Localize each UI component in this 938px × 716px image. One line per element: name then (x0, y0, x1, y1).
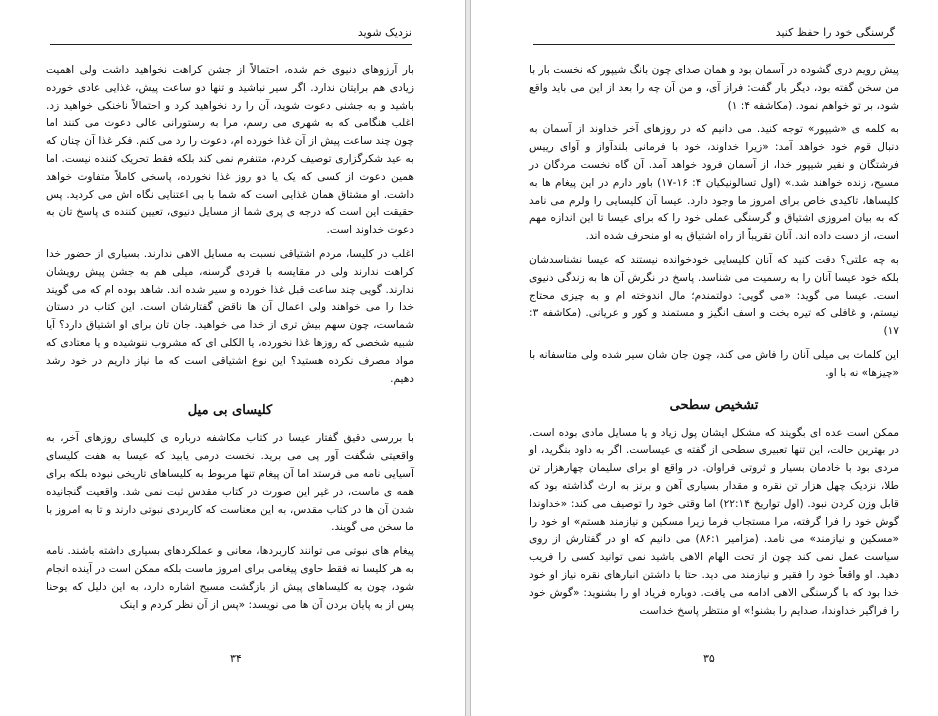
section-heading: کلیسای بی میل (187, 403, 273, 419)
page-body (46, 62, 414, 620)
running-header: گرسنگی خود را حفظ کنید (533, 24, 895, 45)
paragraph: این کلمات بی میلی آنان را فاش می کند، چون جان شان سیر شده ولی متاسفانه با «چیزها» نه با او. (529, 348, 899, 379)
page-number: ۳۵ (703, 652, 715, 665)
paragraph: به کلمه ی «شیپور» توجه کنید. می دانیم که در روزهای آخر خداوند از آسمان به دنبال قوم خود خواهد آمد: «زیرا خداوند، خود با فرمانی بلندآواز و آوای رییس فرشتگان و نفیر شیپور خدا، از آسمان فرود خواهد آمد. آن گاه نخست مردگان در مسیح، زنده خواهند شد.» (اول تسالونیکیان ۴: ۱۶-۱۷) باور دارم در این پیغام ها به کلیساها، تاکیدی خاص برای امروز ما وجود دارد. عیسا آن کلیسایی را ولرم می نامد که به بیان امروزی اشتیاق و گرسنگی عملی خود را که برای عیسا تا این اندازه مهم است، از دست داده اند. آنان تقریباً از راه اشتیاق به او منحرف شده اند. (529, 123, 899, 243)
page-body (529, 62, 899, 626)
left-page (0, 0, 466, 716)
section-heading: تشخیص سطحی (669, 397, 759, 413)
paragraph: پیغام های نبوتی می توانند کاربردها، معانی و عملکردهای بسیاری داشته باشند. نامه به هر کلیسا نه فقط حاوی پیغامی برای امروز ماست بلکه ممکن است در آینده انجام شود، چون به کلیساهای پیش از بازگشت مسیح اشاره دارد، به این دلیل که یوحنا پس از به پایان بردن آن ها می نویسد: «پس از آن نظر کردم و اینک (46, 545, 414, 611)
paragraph: به چه علتی؟ دقت کنید که آنان کلیسایی خودخوانده نیستند که عیسا نشناسدشان بلکه خود عیسا آنان را به رسمیت می شناسد. پاسخ در نگرش آن ها به زندگی دنیوی است. عیسا می گوید: «می گویی: دولتمندم؛ مال اندوخته ام و به چیزی محتاج نیستم، و غافلی که تیره بخت و اسف انگیز و مستمند و کور و عریانی. (مکاشفه ۳: ۱۷) (529, 253, 899, 338)
paragraph: ممکن است عده ای بگویند که مشکل ایشان پول زیاد و یا مسایل مادی بوده است. در بهترین حالت، این تنها تعبیری سطحی از گفته ی عیساست. اگر به داود بنگرید، او مردی بود با خادمان بسیار و ثروتی فراوان. در واقع او برای سلیمان چهارهزار تن طلا، نزدیک چهل هزار تن نقره و مقدار بسیاری آهن و برنز به ارث گذاشته بود که قابل وزن کردن نبود. (اول تواریخ ۲۲:۱۴) اما وقتی خود را توصیف می کند: «خداوندا گوش خود را فرا گرفته، مرا مستجاب فرما زیرا مسکین و نیازمند هستم» او خود را «مسکین و نیازمند» می نامد. (مزامیر ۸۶:۱) می دانیم که او در گفتارش از روی سیاست عمل نمی کند چون از تحت الهام الاهی باشید نمی توانید کسی را فریب دهید. او واقعاً خود را فقیر و نیازمند می دید. حتا با داشتن انبارهای نقره نیاز او خود خدا بود که با گرسنگی الاهی ادامه می یافت. دوباره فریاد او را بشنوید: «گوش خود را فراگیر خداوندا، صدایم را بشنو!» او منتظر پاسخ خداست (529, 426, 899, 617)
paragraph: اغلب در کلیسا، مردم اشتیاقی نسبت به مسایل الاهی ندارند. بسیاری از حضور خدا کراهت ندارند ولی در مقایسه با فردی گرسنه، میلی هم به جشن پیش رویشان ندارند. گویی چند ساعت قبل غذا خورده و سیر شده اند. شاهد بوده ام که می گویند خدا را می خواهند ولی اعمال آن ها ناقض گفتارشان است. این کتاب در دستان شماست، چون سهم بیش تری از خدا می خواهید. جان تان برای او اشتیاق دارد؟ آیا شبیه شخصی که روزها غذا نخورده، یا الکلی ای که مشروب ننوشیده و یا معتادی که مواد مصرف نکرده هستید؟ این نوع اشتیاقی است که ما نیاز داریم در خود رشد دهیم. (46, 247, 414, 385)
paragraph: بار آرزوهای دنیوی خم شده، احتمالاً از جشن کراهت نخواهید داشت ولی اهمیت زیادی هم برایتان ندارد. اگر سیر نباشید و تنها دو ساعت پیش، غذایی عادی خورده باشید و به جشنی دعوت شوید، آن را رد نخواهید کرد و احتمالاً ناخنکی خواهید زد. اغلب هنگامی که به شهری می رسم، مرا به رستورانی عالی دعوت می کنند اما چون چند ساعت پیش از آن غذا خورده ام، دعوت را رد می کنم. فکر غذا آن چنان که به عید شکرگزاری توصیف کردم، متنفرم نمی کند بلکه فقط تحریک کننده نیست. اما همین دعوت از کسی که یک یا دو روز غذا نخورده، پاسخی کاملاً متفاوت خواهد داشت. او مشتاق همان غذایی است که شما با بی اعتنایی نگاه اش می کردید. پس حقیقت این است که درجه ی پری شما از مسایل دنیوی، تعیین کننده ی پاسخ تان به دعوت خداوند است. (46, 64, 414, 237)
running-header: نزدیک شوید (50, 24, 412, 45)
paragraph: با بررسی دقیق گفتار عیسا در کتاب مکاشفه درباره ی کلیسای روزهای آخر، به واقعیتی شگفت آور پی می برید. نخست درمی یابید که عیسا به هفت کلیسای آسیایی نامه می فرستد اما آن پیغام تنها مربوط به کلیساهای تاریخی نبوده بلکه برای همه ی ماست، در غیر این صورت در کتاب مقدس ثبت نمی شد. واقعیت گنجانیده شدن آن ها در کتاب مقدس، به این معناست که کاربردی نبوتی دارند و تا به امروز با ما سخن می گویند. (46, 432, 414, 534)
page-number: ۳۴ (230, 652, 242, 665)
paragraph: پیش رویم دری گشوده در آسمان بود و همان صدای چون بانگ شیپور که نخست بار با من سخن گفته بود، دیگر بار گفت: فراز آی، و من آن چه را بعد از این می باید واقع شود، بر تو خواهم نمود. (مکاشفه ۴: ۱) (529, 64, 899, 112)
right-page (470, 0, 938, 716)
